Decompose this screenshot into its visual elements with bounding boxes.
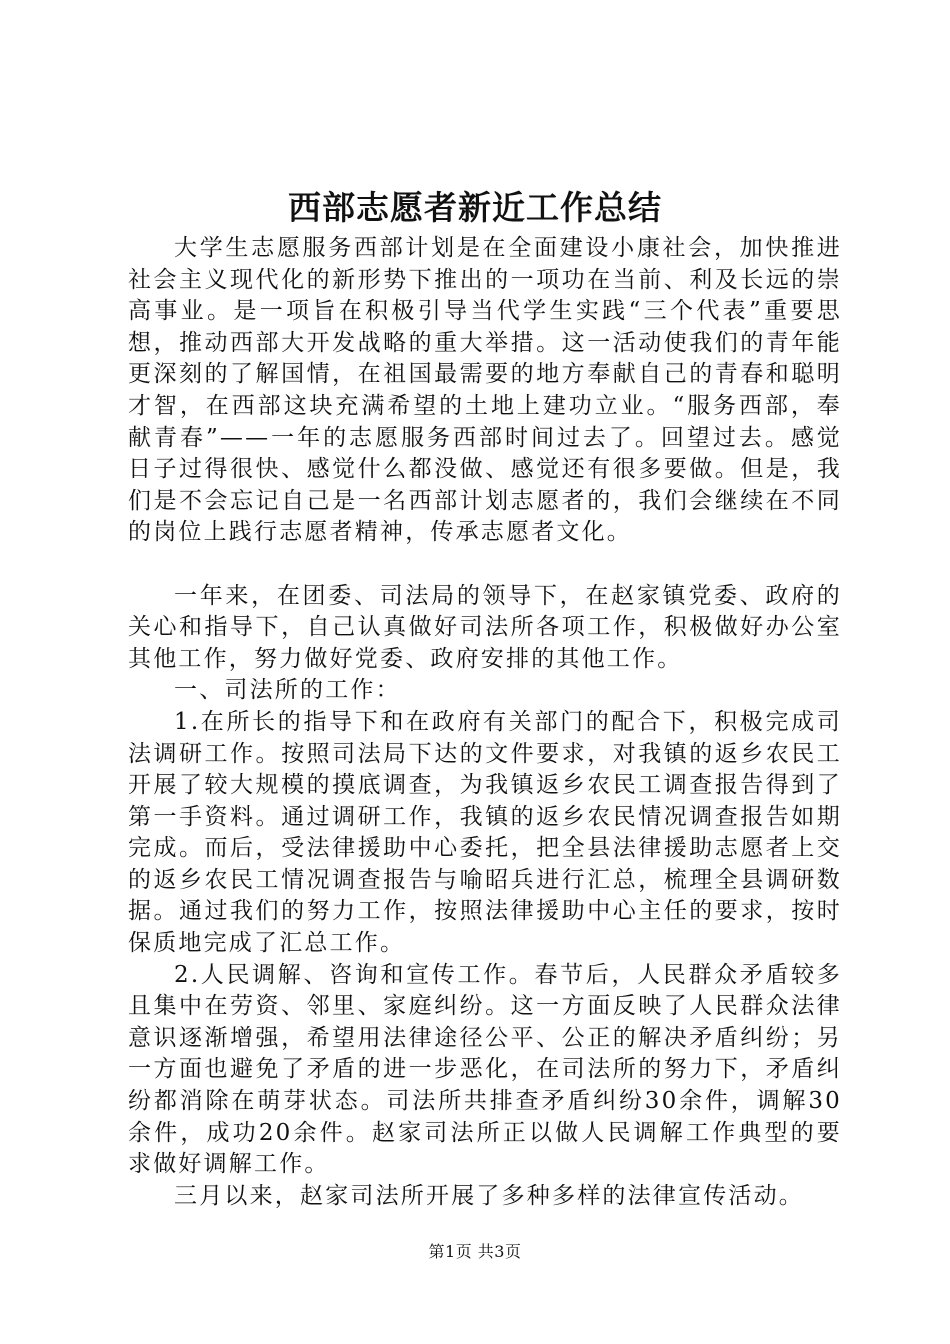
page-number-footer: 第1页 共3页 (428, 1242, 522, 1261)
paragraph-overview: 一年来，在团委、司法局的领导下，在赵家镇党委、政府的关心和指导下，自己认真做好司法所各项工作，积极做好办公室其他工作，努力做好党委、政府安排的其他工作。 (128, 582, 842, 672)
paragraph-legal-publicity: 三月以来，赵家司法所开展了多种多样的法律宣传活动。 (174, 1182, 804, 1209)
paragraph-item-1-research: 1.在所长的指导下和在政府有关部门的配合下，积极完成司法调研工作。按照司法局下达的文件要求，对我镇的返乡农民工开展了较大规模的摸底调查，为我镇返乡农民工调查报告得到了第一手资料。通过调研工作，我镇的返乡农民情况调查报告如期完成。而后，受法律援助中心委托，把全县法律援助志愿者上交的返乡农民工情况调查报告与喻昭兵进行汇总，梳理全县调研数据。通过我们的努力工作，按照法律援助中心主任的要求，按时保质地完成了汇总工作。 (128, 708, 842, 957)
paragraph-item-2-mediation: 2.人民调解、咨询和宣传工作。春节后，人民群众矛盾较多且集中在劳资、邻里、家庭纠纷。这一方面反映了人民群众法律意识逐渐增强，希望用法律途径公平、公正的解决矛盾纠纷；另一方面也避免了矛盾的进一步恶化，在司法所的努力下，矛盾纠纷都消除在萌芽状态。司法所共排查矛盾纠纷30余件，调解30余件，成功20余件。赵家司法所正以做人民调解工作典型的要求做好调解工作。 (128, 961, 842, 1178)
paragraph-intro: 大学生志愿服务西部计划是在全面建设小康社会，加快推进社会主义现代化的新形势下推出的一项功在当前、利及长远的崇高事业。是一项旨在积极引导当代学生实践“三个代表”重要思想，推动西部大开发战略的重大举措。这一活动使我们的青年能更深刻的了解国情，在祖国最需要的地方奉献自己的青春和聪明才智，在西部这块充满希望的土地上建功立业。“服务西部，奉献青春”——一年的志愿服务西部时间过去了。回望过去。感觉日子过得很快、感觉什么都没做、感觉还有很多要做。但是，我们是不会忘记自己是一名西部计划志愿者的，我们会继续在不同的岗位上践行志愿者精神，传承志愿者文化。 (128, 235, 842, 546)
document-title: 西部志愿者新近工作总结 (288, 188, 662, 227)
document-body (128, 233, 842, 1212)
section-heading-judicial-work: 一、司法所的工作： (174, 677, 401, 704)
